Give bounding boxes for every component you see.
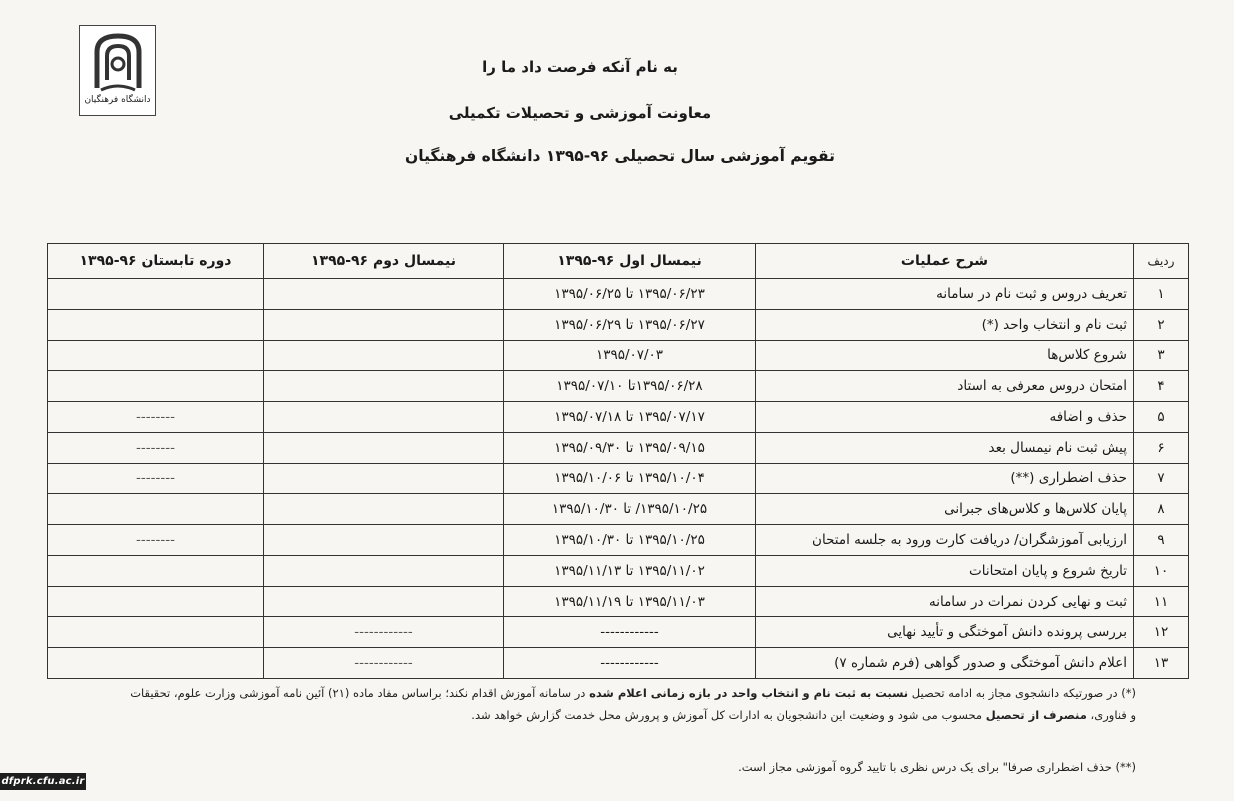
semester-1-cell: ------------: [504, 648, 756, 679]
row-number-cell: ۱۰: [1134, 555, 1189, 586]
table-row: [48, 648, 1189, 679]
row-number-cell: ۱۲: [1134, 617, 1189, 648]
row-number-cell: ۱۳: [1134, 648, 1189, 679]
summer-cell: [48, 371, 264, 402]
semester-1-cell: ۱۳۹۵/۰۶/۲۷ تا ۱۳۹۵/۰۶/۲۹: [504, 309, 756, 340]
table-row: [48, 463, 1189, 494]
summer-cell: [48, 648, 264, 679]
logo-caption: دانشگاه فرهنگیان: [84, 95, 151, 105]
table-row: [48, 525, 1189, 556]
table-row: [48, 309, 1189, 340]
table-row: [48, 432, 1189, 463]
description-cell: تاریخ شروع و پایان امتحانات: [756, 555, 1134, 586]
summer-cell: [48, 555, 264, 586]
footnote-2: (**) حذف اضطراری صرفا" برای یک درس نظری با تایید گروه آموزشی مجاز است.: [738, 760, 1136, 774]
semester-1-cell: ۱۳۹۵/۰۹/۱۵ تا ۱۳۹۵/۰۹/۳۰: [504, 432, 756, 463]
row-number-cell: ۵: [1134, 402, 1189, 433]
description-cell: امتحان دروس معرفی به استاد: [756, 371, 1134, 402]
semester-1-cell: ۱۳۹۵/۰۶/۲۳ تا ۱۳۹۵/۰۶/۲۵: [504, 279, 756, 310]
row-number-cell: ۶: [1134, 432, 1189, 463]
description-cell: اعلام دانش آموختگی و صدور گواهی (فرم شماره ۷): [756, 648, 1134, 679]
description-cell: شروع کلاس‌ها: [756, 340, 1134, 371]
summer-cell: [48, 340, 264, 371]
row-number-cell: ۳: [1134, 340, 1189, 371]
summer-cell: [48, 279, 264, 310]
description-cell: بررسی پرونده دانش آموختگی و تأیید نهایی: [756, 617, 1134, 648]
semester-2-cell: [264, 402, 504, 433]
header-row-number: ردیف: [1134, 244, 1189, 279]
semester-1-cell: ۱۳۹۵/۱۰/۲۵/ تا ۱۳۹۵/۱۰/۳۰: [504, 494, 756, 525]
header-semester-2: نیمسال دوم ۹۶-۱۳۹۵: [264, 244, 504, 279]
row-number-cell: ۷: [1134, 463, 1189, 494]
description-cell: تعریف دروس و ثبت نام در سامانه: [756, 279, 1134, 310]
summer-cell: --------: [48, 463, 264, 494]
semester-1-cell: ۱۳۹۵/۱۰/۰۴ تا ۱۳۹۵/۱۰/۰۶: [504, 463, 756, 494]
header-summer: دوره تابستان ۹۶-۱۳۹۵: [48, 244, 264, 279]
row-number-cell: ۲: [1134, 309, 1189, 340]
table-row: [48, 279, 1189, 310]
header-description: شرح عملیات: [756, 244, 1134, 279]
semester-2-cell: [264, 340, 504, 371]
semester-2-cell: [264, 555, 504, 586]
site-url-badge: dfprk.cfu.ac.ir: [0, 773, 86, 790]
footnote-1-emphasis-1: نسبت به ثبت نام و انتخاب واحد در بازه زمانی اعلام شده: [589, 686, 909, 700]
table-header-row: [48, 244, 1189, 279]
farhangian-emblem-icon: [87, 30, 149, 94]
summer-cell: [48, 494, 264, 525]
footnote-1: [126, 683, 1136, 727]
university-logo: [79, 25, 156, 116]
table-row: [48, 555, 1189, 586]
description-cell: ثبت و نهایی کردن نمرات در سامانه: [756, 586, 1134, 617]
description-cell: حذف و اضافه: [756, 402, 1134, 433]
semester-1-cell: ------------: [504, 617, 756, 648]
semester-2-cell: [264, 586, 504, 617]
footnote-1-part-a: (*) در صورتیکه دانشجوی مجاز به ادامه تحصیل: [908, 686, 1136, 700]
department-title: معاونت آموزشی و تحصیلات تکمیلی: [448, 104, 712, 122]
table-row: [48, 586, 1189, 617]
description-cell: ارزیابی آموزشگران/ دریافت کارت ورود به جلسه امتحان: [756, 525, 1134, 556]
footnote-1-part-c: در سامانه آموزش اقدام نکند؛ براساس مفاد ماده (۲۱) آئین نامه آموزشی وزارت علوم، تحقیقات و فناوری،: [130, 686, 1136, 722]
bismillah-line: به نام آنکه فرصت داد ما را: [482, 58, 678, 76]
semester-1-cell: ۱۳۹۵/۱۰/۲۵ تا ۱۳۹۵/۱۰/۳۰: [504, 525, 756, 556]
semester-1-cell: ۱۳۹۵/۰۷/۱۷ تا ۱۳۹۵/۰۷/۱۸: [504, 402, 756, 433]
description-cell: پیش ثبت نام نیمسال بعد: [756, 432, 1134, 463]
semester-2-cell: [264, 432, 504, 463]
summer-cell: [48, 309, 264, 340]
table-row: [48, 371, 1189, 402]
semester-2-cell: [264, 309, 504, 340]
semester-2-cell: [264, 494, 504, 525]
semester-2-cell: ------------: [264, 617, 504, 648]
header-semester-1: نیمسال اول ۹۶-۱۳۹۵: [504, 244, 756, 279]
page-title: تقویم آموزشی سال تحصیلی ۹۶-۱۳۹۵ دانشگاه فرهنگیان: [405, 147, 835, 165]
row-number-cell: ۸: [1134, 494, 1189, 525]
footnote-1-part-e: محسوب می شود و وضعیت این دانشجویان به ادارات کل آموزش و پرورش محل خدمت گزارش خواهد شد.: [471, 707, 986, 722]
semester-2-cell: ------------: [264, 648, 504, 679]
semester-1-cell: ۱۳۹۵/۰۶/۲۸تا ۱۳۹۵/۰۷/۱۰: [504, 371, 756, 402]
semester-2-cell: [264, 371, 504, 402]
academic-calendar-table: [47, 243, 1189, 679]
semester-1-cell: ۱۳۹۵/۱۱/۰۲ تا ۱۳۹۵/۱۱/۱۳: [504, 555, 756, 586]
semester-2-cell: [264, 279, 504, 310]
description-cell: ثبت نام و انتخاب واحد (*): [756, 309, 1134, 340]
semester-2-cell: [264, 525, 504, 556]
table-row: [48, 402, 1189, 433]
row-number-cell: ۱۱: [1134, 586, 1189, 617]
table-row: [48, 340, 1189, 371]
summer-cell: [48, 617, 264, 648]
row-number-cell: ۹: [1134, 525, 1189, 556]
row-number-cell: ۱: [1134, 279, 1189, 310]
row-number-cell: ۴: [1134, 371, 1189, 402]
summer-cell: --------: [48, 525, 264, 556]
description-cell: پایان کلاس‌ها و کلاس‌های جبرانی: [756, 494, 1134, 525]
table-row: [48, 617, 1189, 648]
description-cell: حذف اضطراری (**): [756, 463, 1134, 494]
table-row: [48, 494, 1189, 525]
summer-cell: --------: [48, 432, 264, 463]
summer-cell: [48, 586, 264, 617]
summer-cell: --------: [48, 402, 264, 433]
semester-1-cell: ۱۳۹۵/۰۷/۰۳: [504, 340, 756, 371]
semester-2-cell: [264, 463, 504, 494]
footnote-1-emphasis-2: منصرف از تحصیل: [985, 707, 1087, 722]
semester-1-cell: ۱۳۹۵/۱۱/۰۳ تا ۱۳۹۵/۱۱/۱۹: [504, 586, 756, 617]
